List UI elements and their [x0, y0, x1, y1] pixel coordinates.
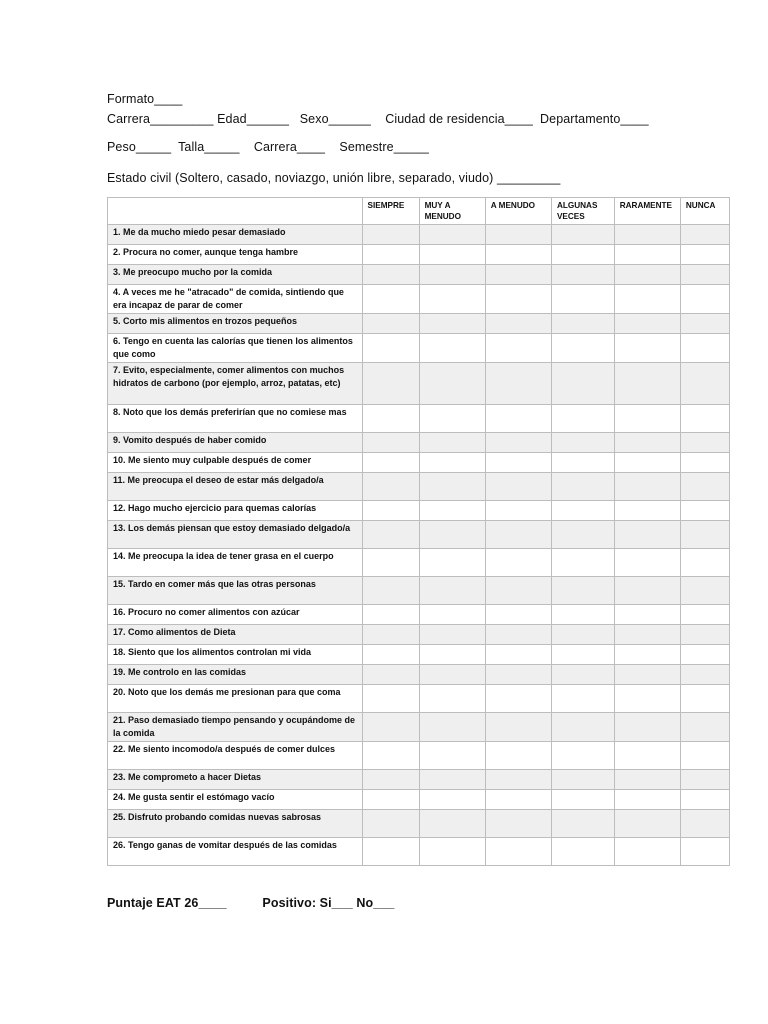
answer-cell-algunas-veces[interactable]	[551, 363, 614, 405]
answer-cell-a-menudo[interactable]	[485, 665, 551, 685]
question-cell: 8. Noto que los demás preferirían que no comiese mas	[108, 405, 363, 433]
answer-cell-nunca[interactable]	[680, 713, 729, 742]
answer-cell-nunca[interactable]	[680, 838, 729, 866]
answer-cell-siempre[interactable]	[362, 405, 419, 433]
answer-cell-nunca[interactable]	[680, 665, 729, 685]
question-cell: 17. Como alimentos de Dieta	[108, 625, 363, 645]
table-row	[108, 665, 730, 685]
answer-cell-nunca[interactable]	[680, 433, 729, 453]
answer-cell-algunas-veces[interactable]	[551, 549, 614, 577]
question-header-cell	[108, 198, 363, 225]
answer-cell-raramente[interactable]	[614, 605, 680, 625]
answer-cell-a-menudo[interactable]	[485, 225, 551, 245]
answer-cell-algunas-veces[interactable]	[551, 577, 614, 605]
answer-cell-raramente[interactable]	[614, 225, 680, 245]
personal-data-line-2: Peso_____ Talla_____ Carrera____ Semestre_____	[107, 140, 429, 154]
table-row	[108, 770, 730, 790]
question-cell: 4. A veces me he "atracado" de comida, sintiendo que era incapaz de parar de comer	[108, 285, 363, 314]
answer-cell-nunca[interactable]	[680, 605, 729, 625]
answer-cell-siempre[interactable]	[362, 285, 419, 314]
answer-cell-raramente[interactable]	[614, 453, 680, 473]
answer-cell-muy-a-menudo[interactable]	[419, 334, 485, 363]
question-cell: 19. Me controlo en las comidas	[108, 665, 363, 685]
answer-cell-algunas-veces[interactable]	[551, 453, 614, 473]
answer-cell-a-menudo[interactable]	[485, 770, 551, 790]
answer-cell-algunas-veces[interactable]	[551, 838, 614, 866]
answer-cell-muy-a-menudo[interactable]	[419, 314, 485, 334]
answer-cell-algunas-veces[interactable]	[551, 810, 614, 838]
answer-cell-siempre[interactable]	[362, 665, 419, 685]
answer-cell-nunca[interactable]	[680, 473, 729, 501]
table-row	[108, 549, 730, 577]
answer-cell-nunca[interactable]	[680, 405, 729, 433]
answer-cell-muy-a-menudo[interactable]	[419, 838, 485, 866]
answer-cell-raramente[interactable]	[614, 790, 680, 810]
answer-cell-a-menudo[interactable]	[485, 605, 551, 625]
answer-cell-nunca[interactable]	[680, 334, 729, 363]
answer-cell-siempre[interactable]	[362, 265, 419, 285]
answer-cell-muy-a-menudo[interactable]	[419, 665, 485, 685]
table-row	[108, 314, 730, 334]
question-cell: 13. Los demás piensan que estoy demasiado delgado/a	[108, 521, 363, 549]
answer-cell-muy-a-menudo[interactable]	[419, 685, 485, 713]
question-cell: 12. Hago mucho ejercicio para quemas calorías	[108, 501, 363, 521]
answer-cell-nunca[interactable]	[680, 645, 729, 665]
answer-cell-siempre[interactable]	[362, 605, 419, 625]
answer-cell-muy-a-menudo[interactable]	[419, 521, 485, 549]
question-cell: 2. Procura no comer, aunque tenga hambre	[108, 245, 363, 265]
answer-cell-algunas-veces[interactable]	[551, 665, 614, 685]
answer-cell-a-menudo[interactable]	[485, 501, 551, 521]
answer-cell-raramente[interactable]	[614, 645, 680, 665]
format-field: Formato____	[107, 92, 183, 106]
column-header-siempre: SIEMPRE	[362, 198, 419, 225]
answer-cell-muy-a-menudo[interactable]	[419, 549, 485, 577]
question-cell: 20. Noto que los demás me presionan para que coma	[108, 685, 363, 713]
table-row	[108, 790, 730, 810]
score-footer: Puntaje EAT 26____ Positivo: Si___ No___	[107, 896, 395, 910]
answer-cell-raramente[interactable]	[614, 521, 680, 549]
answer-cell-raramente[interactable]	[614, 285, 680, 314]
answer-cell-nunca[interactable]	[680, 245, 729, 265]
table-row	[108, 605, 730, 625]
answer-cell-algunas-veces[interactable]	[551, 314, 614, 334]
answer-cell-a-menudo[interactable]	[485, 521, 551, 549]
answer-cell-muy-a-menudo[interactable]	[419, 453, 485, 473]
answer-cell-algunas-veces[interactable]	[551, 645, 614, 665]
answer-cell-nunca[interactable]	[680, 790, 729, 810]
column-header-algunas-veces: ALGUNAS VECES	[551, 198, 614, 225]
answer-cell-nunca[interactable]	[680, 265, 729, 285]
answer-cell-muy-a-menudo[interactable]	[419, 405, 485, 433]
question-cell: 1. Me da mucho miedo pesar demasiado	[108, 225, 363, 245]
answer-cell-nunca[interactable]	[680, 285, 729, 314]
answer-cell-raramente[interactable]	[614, 501, 680, 521]
answer-cell-algunas-veces[interactable]	[551, 605, 614, 625]
answer-cell-raramente[interactable]	[614, 810, 680, 838]
table-row	[108, 501, 730, 521]
answer-cell-a-menudo[interactable]	[485, 433, 551, 453]
answer-cell-muy-a-menudo[interactable]	[419, 742, 485, 770]
answer-cell-nunca[interactable]	[680, 742, 729, 770]
answer-cell-a-menudo[interactable]	[485, 265, 551, 285]
answer-cell-algunas-veces[interactable]	[551, 473, 614, 501]
answer-cell-a-menudo[interactable]	[485, 577, 551, 605]
table-row	[108, 453, 730, 473]
answer-cell-muy-a-menudo[interactable]	[419, 363, 485, 405]
table-row	[108, 521, 730, 549]
answer-cell-raramente[interactable]	[614, 433, 680, 453]
table-row	[108, 713, 730, 742]
answer-cell-a-menudo[interactable]	[485, 334, 551, 363]
table-row	[108, 265, 730, 285]
answer-cell-raramente[interactable]	[614, 742, 680, 770]
personal-data-line-1: Carrera_________ Edad______ Sexo______ Ciudad de residencia____ Departamento____	[107, 112, 649, 126]
answer-cell-a-menudo[interactable]	[485, 810, 551, 838]
answer-cell-a-menudo[interactable]	[485, 685, 551, 713]
answer-cell-siempre[interactable]	[362, 473, 419, 501]
table-row	[108, 742, 730, 770]
answer-cell-muy-a-menudo[interactable]	[419, 473, 485, 501]
answer-cell-muy-a-menudo[interactable]	[419, 810, 485, 838]
column-header-nunca: NUNCA	[680, 198, 729, 225]
answer-cell-muy-a-menudo[interactable]	[419, 285, 485, 314]
question-cell: 9. Vomito después de haber comido	[108, 433, 363, 453]
question-cell: 25. Disfruto probando comidas nuevas sabrosas	[108, 810, 363, 838]
answer-cell-algunas-veces[interactable]	[551, 790, 614, 810]
answer-cell-algunas-veces[interactable]	[551, 265, 614, 285]
answer-cell-nunca[interactable]	[680, 625, 729, 645]
answer-cell-nunca[interactable]	[680, 314, 729, 334]
table-row	[108, 334, 730, 363]
answer-cell-nunca[interactable]	[680, 453, 729, 473]
answer-cell-raramente[interactable]	[614, 549, 680, 577]
answer-cell-nunca[interactable]	[680, 521, 729, 549]
answer-cell-siempre[interactable]	[362, 838, 419, 866]
answer-cell-raramente[interactable]	[614, 625, 680, 645]
table-row	[108, 838, 730, 866]
answer-cell-siempre[interactable]	[362, 577, 419, 605]
answer-cell-siempre[interactable]	[362, 549, 419, 577]
answer-cell-nunca[interactable]	[680, 225, 729, 245]
column-header-a-menudo: A MENUDO	[485, 198, 551, 225]
answer-cell-raramente[interactable]	[614, 245, 680, 265]
answer-cell-raramente[interactable]	[614, 334, 680, 363]
answer-cell-raramente[interactable]	[614, 713, 680, 742]
answer-cell-raramente[interactable]	[614, 314, 680, 334]
column-header-muy-a-menudo: MUY A MENUDO	[419, 198, 485, 225]
table-row	[108, 810, 730, 838]
answer-cell-nunca[interactable]	[680, 810, 729, 838]
answer-cell-muy-a-menudo[interactable]	[419, 501, 485, 521]
question-cell: 16. Procuro no comer alimentos con azúcar	[108, 605, 363, 625]
answer-cell-muy-a-menudo[interactable]	[419, 265, 485, 285]
answer-cell-siempre[interactable]	[362, 245, 419, 265]
question-cell: 11. Me preocupa el deseo de estar más delgado/a	[108, 473, 363, 501]
answer-cell-algunas-veces[interactable]	[551, 770, 614, 790]
answer-cell-siempre[interactable]	[362, 713, 419, 742]
question-cell: 24. Me gusta sentir el estómago vacío	[108, 790, 363, 810]
answer-cell-a-menudo[interactable]	[485, 645, 551, 665]
answer-cell-siempre[interactable]	[362, 501, 419, 521]
answer-cell-a-menudo[interactable]	[485, 838, 551, 866]
question-cell: 26. Tengo ganas de vomitar después de las comidas	[108, 838, 363, 866]
answer-cell-muy-a-menudo[interactable]	[419, 577, 485, 605]
question-cell: 7. Evito, especialmente, comer alimentos con muchos hidratos de carbono (por ejemplo, arroz, patatas, etc)	[108, 363, 363, 405]
answer-cell-muy-a-menudo[interactable]	[419, 433, 485, 453]
question-cell: 18. Siento que los alimentos controlan mi vida	[108, 645, 363, 665]
answer-cell-nunca[interactable]	[680, 685, 729, 713]
question-cell: 6. Tengo en cuenta las calorías que tienen los alimentos que como	[108, 334, 363, 363]
answer-cell-muy-a-menudo[interactable]	[419, 625, 485, 645]
answer-cell-algunas-veces[interactable]	[551, 245, 614, 265]
question-cell: 15. Tardo en comer más que las otras personas	[108, 577, 363, 605]
marital-status-field: Estado civil (Soltero, casado, noviazgo, unión libre, separado, viudo) _________	[107, 171, 561, 185]
answer-cell-nunca[interactable]	[680, 501, 729, 521]
answer-cell-muy-a-menudo[interactable]	[419, 645, 485, 665]
table-header-row	[108, 198, 730, 225]
answer-cell-muy-a-menudo[interactable]	[419, 790, 485, 810]
answer-cell-muy-a-menudo[interactable]	[419, 245, 485, 265]
answer-cell-a-menudo[interactable]	[485, 549, 551, 577]
answer-cell-algunas-veces[interactable]	[551, 742, 614, 770]
table-row	[108, 363, 730, 405]
answer-cell-a-menudo[interactable]	[485, 245, 551, 265]
answer-cell-raramente[interactable]	[614, 405, 680, 433]
table-row	[108, 645, 730, 665]
answer-cell-siempre[interactable]	[362, 742, 419, 770]
table-row	[108, 625, 730, 645]
question-cell: 10. Me siento muy culpable después de comer	[108, 453, 363, 473]
answer-cell-a-menudo[interactable]	[485, 405, 551, 433]
eat26-questionnaire-table	[107, 197, 730, 866]
answer-cell-siempre[interactable]	[362, 453, 419, 473]
answer-cell-raramente[interactable]	[614, 665, 680, 685]
answer-cell-algunas-veces[interactable]	[551, 225, 614, 245]
answer-cell-a-menudo[interactable]	[485, 473, 551, 501]
answer-cell-siempre[interactable]	[362, 770, 419, 790]
answer-cell-algunas-veces[interactable]	[551, 625, 614, 645]
answer-cell-algunas-veces[interactable]	[551, 685, 614, 713]
table-row	[108, 685, 730, 713]
answer-cell-algunas-veces[interactable]	[551, 285, 614, 314]
answer-cell-muy-a-menudo[interactable]	[419, 605, 485, 625]
table-row	[108, 245, 730, 265]
answer-cell-nunca[interactable]	[680, 549, 729, 577]
answer-cell-siempre[interactable]	[362, 625, 419, 645]
answer-cell-raramente[interactable]	[614, 363, 680, 405]
answer-cell-muy-a-menudo[interactable]	[419, 713, 485, 742]
answer-cell-raramente[interactable]	[614, 685, 680, 713]
table-row	[108, 405, 730, 433]
answer-cell-raramente[interactable]	[614, 473, 680, 501]
question-cell: 22. Me siento incomodo/a después de comer dulces	[108, 742, 363, 770]
answer-cell-siempre[interactable]	[362, 810, 419, 838]
answer-cell-siempre[interactable]	[362, 433, 419, 453]
answer-cell-siempre[interactable]	[362, 363, 419, 405]
answer-cell-raramente[interactable]	[614, 265, 680, 285]
question-cell: 14. Me preocupa la idea de tener grasa en el cuerpo	[108, 549, 363, 577]
question-cell: 21. Paso demasiado tiempo pensando y ocupándome de la comida	[108, 713, 363, 742]
answer-cell-a-menudo[interactable]	[485, 742, 551, 770]
answer-cell-nunca[interactable]	[680, 577, 729, 605]
question-cell: 5. Corto mis alimentos en trozos pequeños	[108, 314, 363, 334]
answer-cell-a-menudo[interactable]	[485, 314, 551, 334]
answer-cell-siempre[interactable]	[362, 790, 419, 810]
answer-cell-raramente[interactable]	[614, 577, 680, 605]
answer-cell-algunas-veces[interactable]	[551, 713, 614, 742]
answer-cell-a-menudo[interactable]	[485, 625, 551, 645]
table-row	[108, 225, 730, 245]
question-cell: 23. Me comprometo a hacer Dietas	[108, 770, 363, 790]
answer-cell-nunca[interactable]	[680, 363, 729, 405]
table-row	[108, 285, 730, 314]
answer-cell-a-menudo[interactable]	[485, 790, 551, 810]
answer-cell-a-menudo[interactable]	[485, 363, 551, 405]
answer-cell-siempre[interactable]	[362, 521, 419, 549]
answer-cell-siempre[interactable]	[362, 225, 419, 245]
answer-cell-a-menudo[interactable]	[485, 453, 551, 473]
answer-cell-nunca[interactable]	[680, 770, 729, 790]
question-cell: 3. Me preocupo mucho por la comida	[108, 265, 363, 285]
answer-cell-siempre[interactable]	[362, 334, 419, 363]
answer-cell-a-menudo[interactable]	[485, 713, 551, 742]
table-row	[108, 473, 730, 501]
answer-cell-muy-a-menudo[interactable]	[419, 225, 485, 245]
table-row	[108, 577, 730, 605]
answer-cell-algunas-veces[interactable]	[551, 521, 614, 549]
answer-cell-a-menudo[interactable]	[485, 285, 551, 314]
answer-cell-raramente[interactable]	[614, 838, 680, 866]
column-header-raramente: RARAMENTE	[614, 198, 680, 225]
answer-cell-algunas-veces[interactable]	[551, 405, 614, 433]
answer-cell-algunas-veces[interactable]	[551, 433, 614, 453]
answer-cell-algunas-veces[interactable]	[551, 334, 614, 363]
table-row	[108, 433, 730, 453]
answer-cell-muy-a-menudo[interactable]	[419, 770, 485, 790]
answer-cell-algunas-veces[interactable]	[551, 501, 614, 521]
answer-cell-siempre[interactable]	[362, 685, 419, 713]
answer-cell-siempre[interactable]	[362, 645, 419, 665]
answer-cell-raramente[interactable]	[614, 770, 680, 790]
answer-cell-siempre[interactable]	[362, 314, 419, 334]
